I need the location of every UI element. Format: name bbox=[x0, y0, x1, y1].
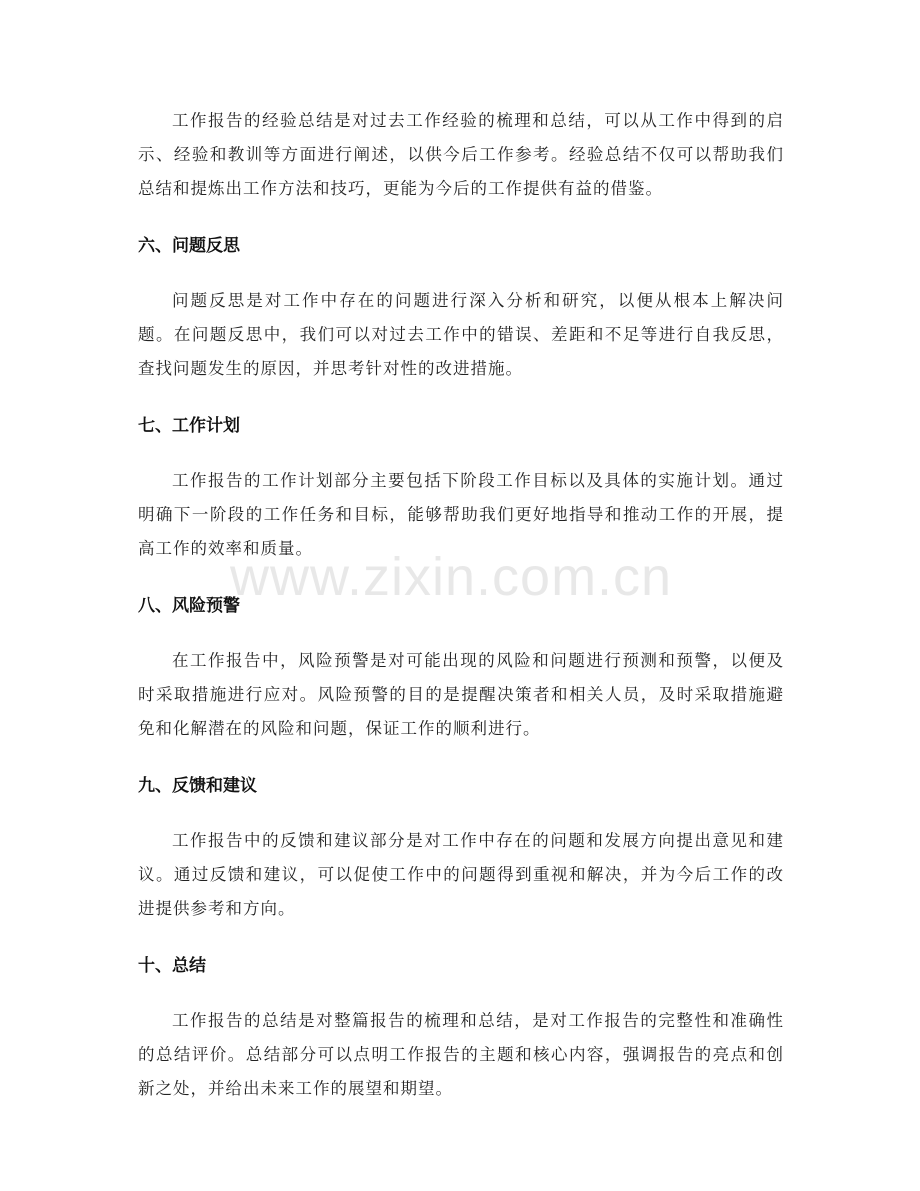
section-heading-work-plan: 七、工作计划 bbox=[138, 416, 240, 436]
section-body-summary: 工作报告的总结是对整篇报告的梳理和总结，是对工作报告的完整性和准确性的总结评价。总结部分可以点明工作报告的主题和核心内容，强调报告的亮点和创新之处，并给出未来工作的展望和期望。 bbox=[138, 1011, 784, 1098]
section-body-problem-reflection: 问题反思是对工作中存在的问题进行深入分析和研究，以便从根本上解决问题。在问题反思中，我们可以对过去工作中的错误、差距和不足等进行自我反思，查找问题发生的原因，并思考针对性的改进措施。 bbox=[138, 291, 784, 378]
document-body bbox=[138, 104, 784, 1106]
section-body-work-plan: 工作报告的工作计划部分主要包括下阶段工作目标以及具体的实施计划。通过明确下一阶段的工作任务和目标，能够帮助我们更好地指导和推动工作的开展，提高工作的效率和质量。 bbox=[138, 471, 784, 558]
section-heading-risk-warning: 八、风险预警 bbox=[138, 596, 240, 616]
section-heading-problem-reflection: 六、问题反思 bbox=[138, 236, 240, 256]
section-heading-summary: 十、总结 bbox=[138, 956, 206, 976]
section-body-feedback-suggestions: 工作报告中的反馈和建议部分是对工作中存在的问题和发展方向提出意见和建议。通过反馈和建议，可以促使工作中的问题得到重视和解决，并为今后工作的改进提供参考和方向。 bbox=[138, 831, 784, 918]
watermark: www.zixin.com.cn bbox=[230, 547, 673, 607]
section-body-risk-warning: 在工作报告中，风险预警是对可能出现的风险和问题进行预测和预警，以便及时采取措施进行应对。风险预警的目的是提醒决策者和相关人员，及时采取措施避免和化解潜在的风险和问题，保证工作的顺利进行。 bbox=[138, 651, 784, 738]
section-heading-feedback-suggestions: 九、反馈和建议 bbox=[138, 776, 257, 796]
intro-paragraph: 工作报告的经验总结是对过去工作经验的梳理和总结，可以从工作中得到的启示、经验和教训等方面进行阐述，以供今后工作参考。经验总结不仅可以帮助我们总结和提炼出工作方法和技巧，更能为今后的工作提供有益的借鉴。 bbox=[138, 111, 784, 198]
